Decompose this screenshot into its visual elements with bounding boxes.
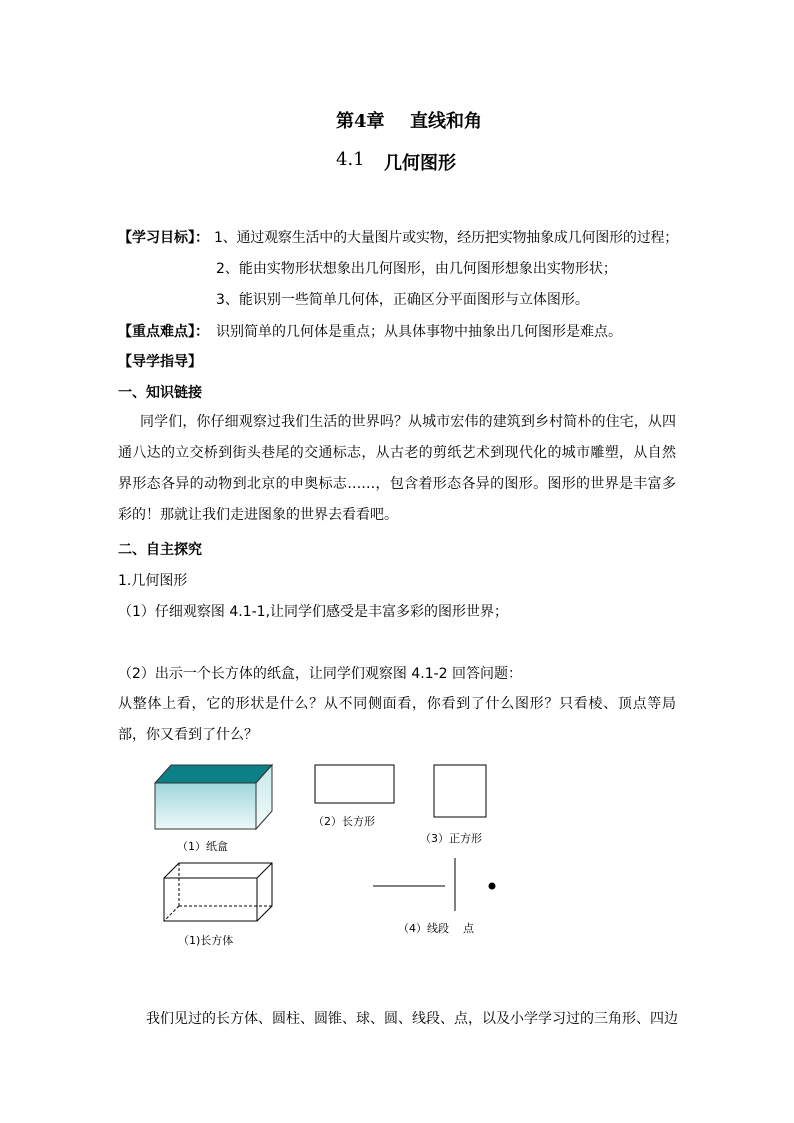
cuboid-figure <box>164 863 272 921</box>
caption-square: （3）正方形 <box>420 832 482 845</box>
question-2: （2）出示一个长方体的纸盒，让同学们观察图 4.1-2 回答问题： <box>118 666 523 682</box>
objective-item-3: 3、能识别一些简单几何体，正确区分平面图形与立体图形。 <box>216 292 589 308</box>
objective-item-1: 1、通过观察生活中的大量图片或实物，经历把实物抽象成几何图形的过程； <box>214 230 679 246</box>
caption-cuboid: （1)长方体 <box>178 934 234 947</box>
chapter-number: 第4章 <box>336 111 385 132</box>
part2-sub1: 1.几何图形 <box>118 573 188 589</box>
closing-text: 我们见过的长方体、圆柱、圆锥、球、圆、线段、点，以及小学学习过的三角形、四边 <box>146 1011 678 1027</box>
section-number: 4.1 <box>336 149 365 170</box>
part1-heading: 一、知识链接 <box>118 385 202 401</box>
square-figure <box>434 765 486 817</box>
key-points-label: 【重点难点】： <box>118 324 209 340</box>
paper-box-figure <box>155 765 272 829</box>
question-2-text: 从整体上看，它的形状是什么？从不同侧面看，你看到了什么图形？只看棱、顶点等局部，你又看到了什么？ <box>118 696 676 743</box>
rectangle-figure <box>315 765 394 803</box>
objectives-label: 【学习目标】： <box>118 230 209 246</box>
chapter-title: 直线和角 <box>410 111 482 132</box>
key-points-text: 识别简单的几何体是重点；从具体事物中抽象出几何图形是难点。 <box>216 324 622 340</box>
point-figure <box>489 883 496 890</box>
caption-rectangle: （2）长方形 <box>313 815 375 828</box>
section-title: 几何图形 <box>384 153 456 174</box>
caption-paper-box: （1）纸盒 <box>177 840 228 853</box>
caption-segment-point: （4）线段 点 <box>398 922 474 935</box>
part2-heading: 二、自主探究 <box>118 542 202 558</box>
objective-item-2: 2、能由实物形状想象出几何图形，由几何图形想象出实物形状； <box>216 261 617 277</box>
question-1: （1）仔细观察图 4.1-1,让同学们感受是丰富多彩的图形世界； <box>118 604 509 620</box>
guide-label: 【导学指导】 <box>118 354 202 370</box>
part1-paragraph: 同学们，你仔细观察过我们生活的世界吗？从城市宏伟的建筑到乡村简朴的住宅，从四通八达的立交桥到街头巷尾的交通标志，从古老的剪纸艺术到现代化的城市雕塑，从自然界形态各异的动物到北京的申奥标志……，包含着形态各异的图形。图形的世界是丰富多彩的！那就让我们走进图象的世界去看看吧。 <box>118 414 676 523</box>
